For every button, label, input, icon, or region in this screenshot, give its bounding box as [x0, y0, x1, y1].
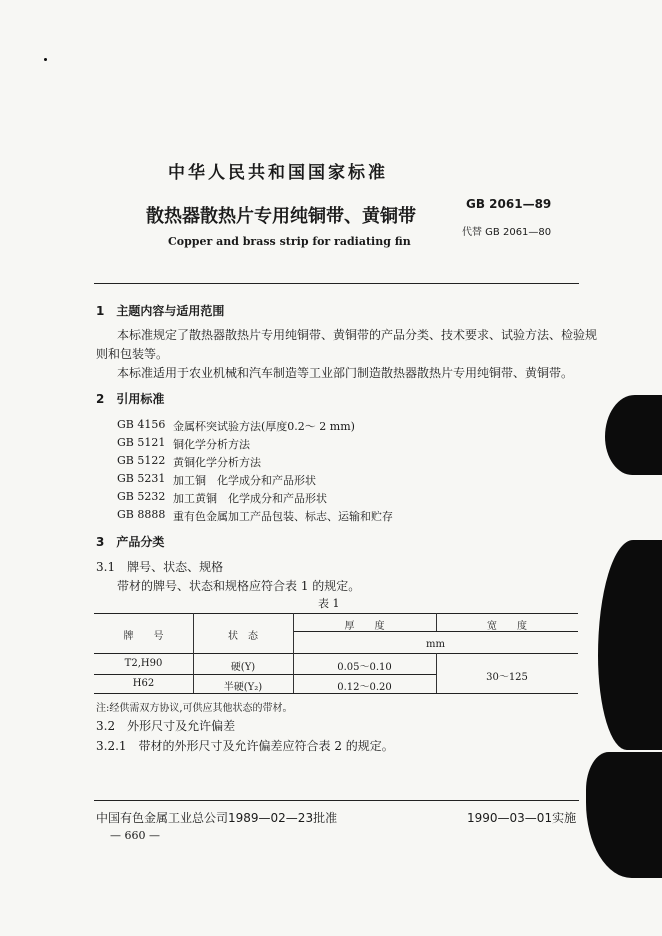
effective-date: 1990—03—01实施	[467, 811, 577, 825]
replaces-standard: 代替 GB 2061—80	[462, 227, 552, 238]
table-width-value: 30～125	[486, 672, 528, 683]
section-3-heading: 3 产品分类	[96, 535, 165, 549]
scan-shadow	[586, 752, 662, 878]
section-1-heading: 1 主题内容与适用范围	[96, 304, 225, 318]
document-title-en: Copper and brass strip for radiating fin	[168, 235, 411, 248]
standard-number: GB 2061—89	[466, 197, 552, 211]
reference-code: GB 4156	[117, 418, 166, 431]
table-1-note: 注:经供需双方协议,可供应其他状态的带材。	[96, 703, 293, 714]
section-3-2-1-text: 3.2.1 带材的外形尺寸及允许偏差应符合表 2 的规定。	[96, 739, 394, 753]
scan-speck	[44, 58, 47, 61]
table-row-rule	[94, 674, 436, 675]
table-bottom-border	[94, 693, 578, 694]
reference-title: 黄铜化学分析方法	[173, 456, 261, 469]
reference-title: 重有色金属加工产品包装、标志、运输和贮存	[173, 510, 393, 523]
section-3-1-heading: 3.1 牌号、状态、规格	[96, 560, 224, 574]
header-thickness: 厚 度	[344, 621, 385, 632]
table-header-bottom-rule	[94, 653, 578, 654]
reference-title: 加工黄铜 化学成分和产品形状	[173, 492, 327, 505]
section-1-paragraph-1-line-1: 本标准规定了散热器散热片专用纯铜带、黄铜带的产品分类、技术要求、试验方法、检验规	[117, 328, 598, 342]
section-3-2-heading: 3.2 外形尺寸及允许偏差	[96, 719, 236, 733]
header-width: 宽 度	[487, 621, 527, 632]
national-standard-title: 中华人民共和国国家标准	[168, 163, 388, 183]
reference-title: 铜化学分析方法	[173, 438, 250, 451]
section-1-paragraph-1-line-2: 则和包装等。	[96, 347, 169, 361]
table-row-1-temper: 硬(Y)	[230, 662, 256, 673]
table-top-border	[94, 613, 578, 614]
reference-code: GB 5122	[117, 454, 166, 467]
document-title-cn: 散热器散热片专用纯铜带、黄铜带	[146, 206, 416, 227]
scan-shadow	[605, 395, 662, 475]
table-row-1-grade: T2,H90	[124, 658, 163, 669]
footer-divider	[94, 800, 579, 801]
approval-line: 中国有色金属工业总公司1989—02—23批准	[96, 811, 338, 825]
scan-shadow	[598, 540, 662, 750]
reference-title: 加工铜 化学成分和产品形状	[173, 474, 316, 487]
header-grade: 牌 号	[123, 631, 164, 642]
table-1-caption: 表 1	[318, 597, 340, 610]
table-row-2-grade: H62	[132, 678, 155, 689]
header-divider	[94, 283, 579, 284]
reference-code: GB 8888	[117, 508, 166, 521]
page-number: — 660 —	[110, 829, 160, 842]
reference-code: GB 5231	[117, 472, 166, 485]
table-row-1-thickness: 0.05～0.10	[337, 662, 392, 673]
table-row-2-temper: 半硬(Y₂)	[223, 682, 263, 693]
reference-title: 金属杯突试验方法(厚度0.2～ 2 mm)	[173, 420, 355, 433]
unit-label: mm	[426, 639, 445, 650]
reference-code: GB 5121	[117, 436, 166, 449]
section-1-paragraph-2: 本标准适用于农业机械和汽车制造等工业部门制造散热器散热片专用纯铜带、黄铜带。	[117, 366, 574, 380]
header-temper: 状 态	[228, 631, 258, 642]
section-3-1-text: 带材的牌号、状态和规格应符合表 1 的规定。	[117, 579, 361, 593]
table-row-2-thickness: 0.12～0.20	[337, 682, 392, 693]
reference-code: GB 5232	[117, 490, 166, 503]
section-2-heading: 2 引用标准	[96, 392, 165, 406]
